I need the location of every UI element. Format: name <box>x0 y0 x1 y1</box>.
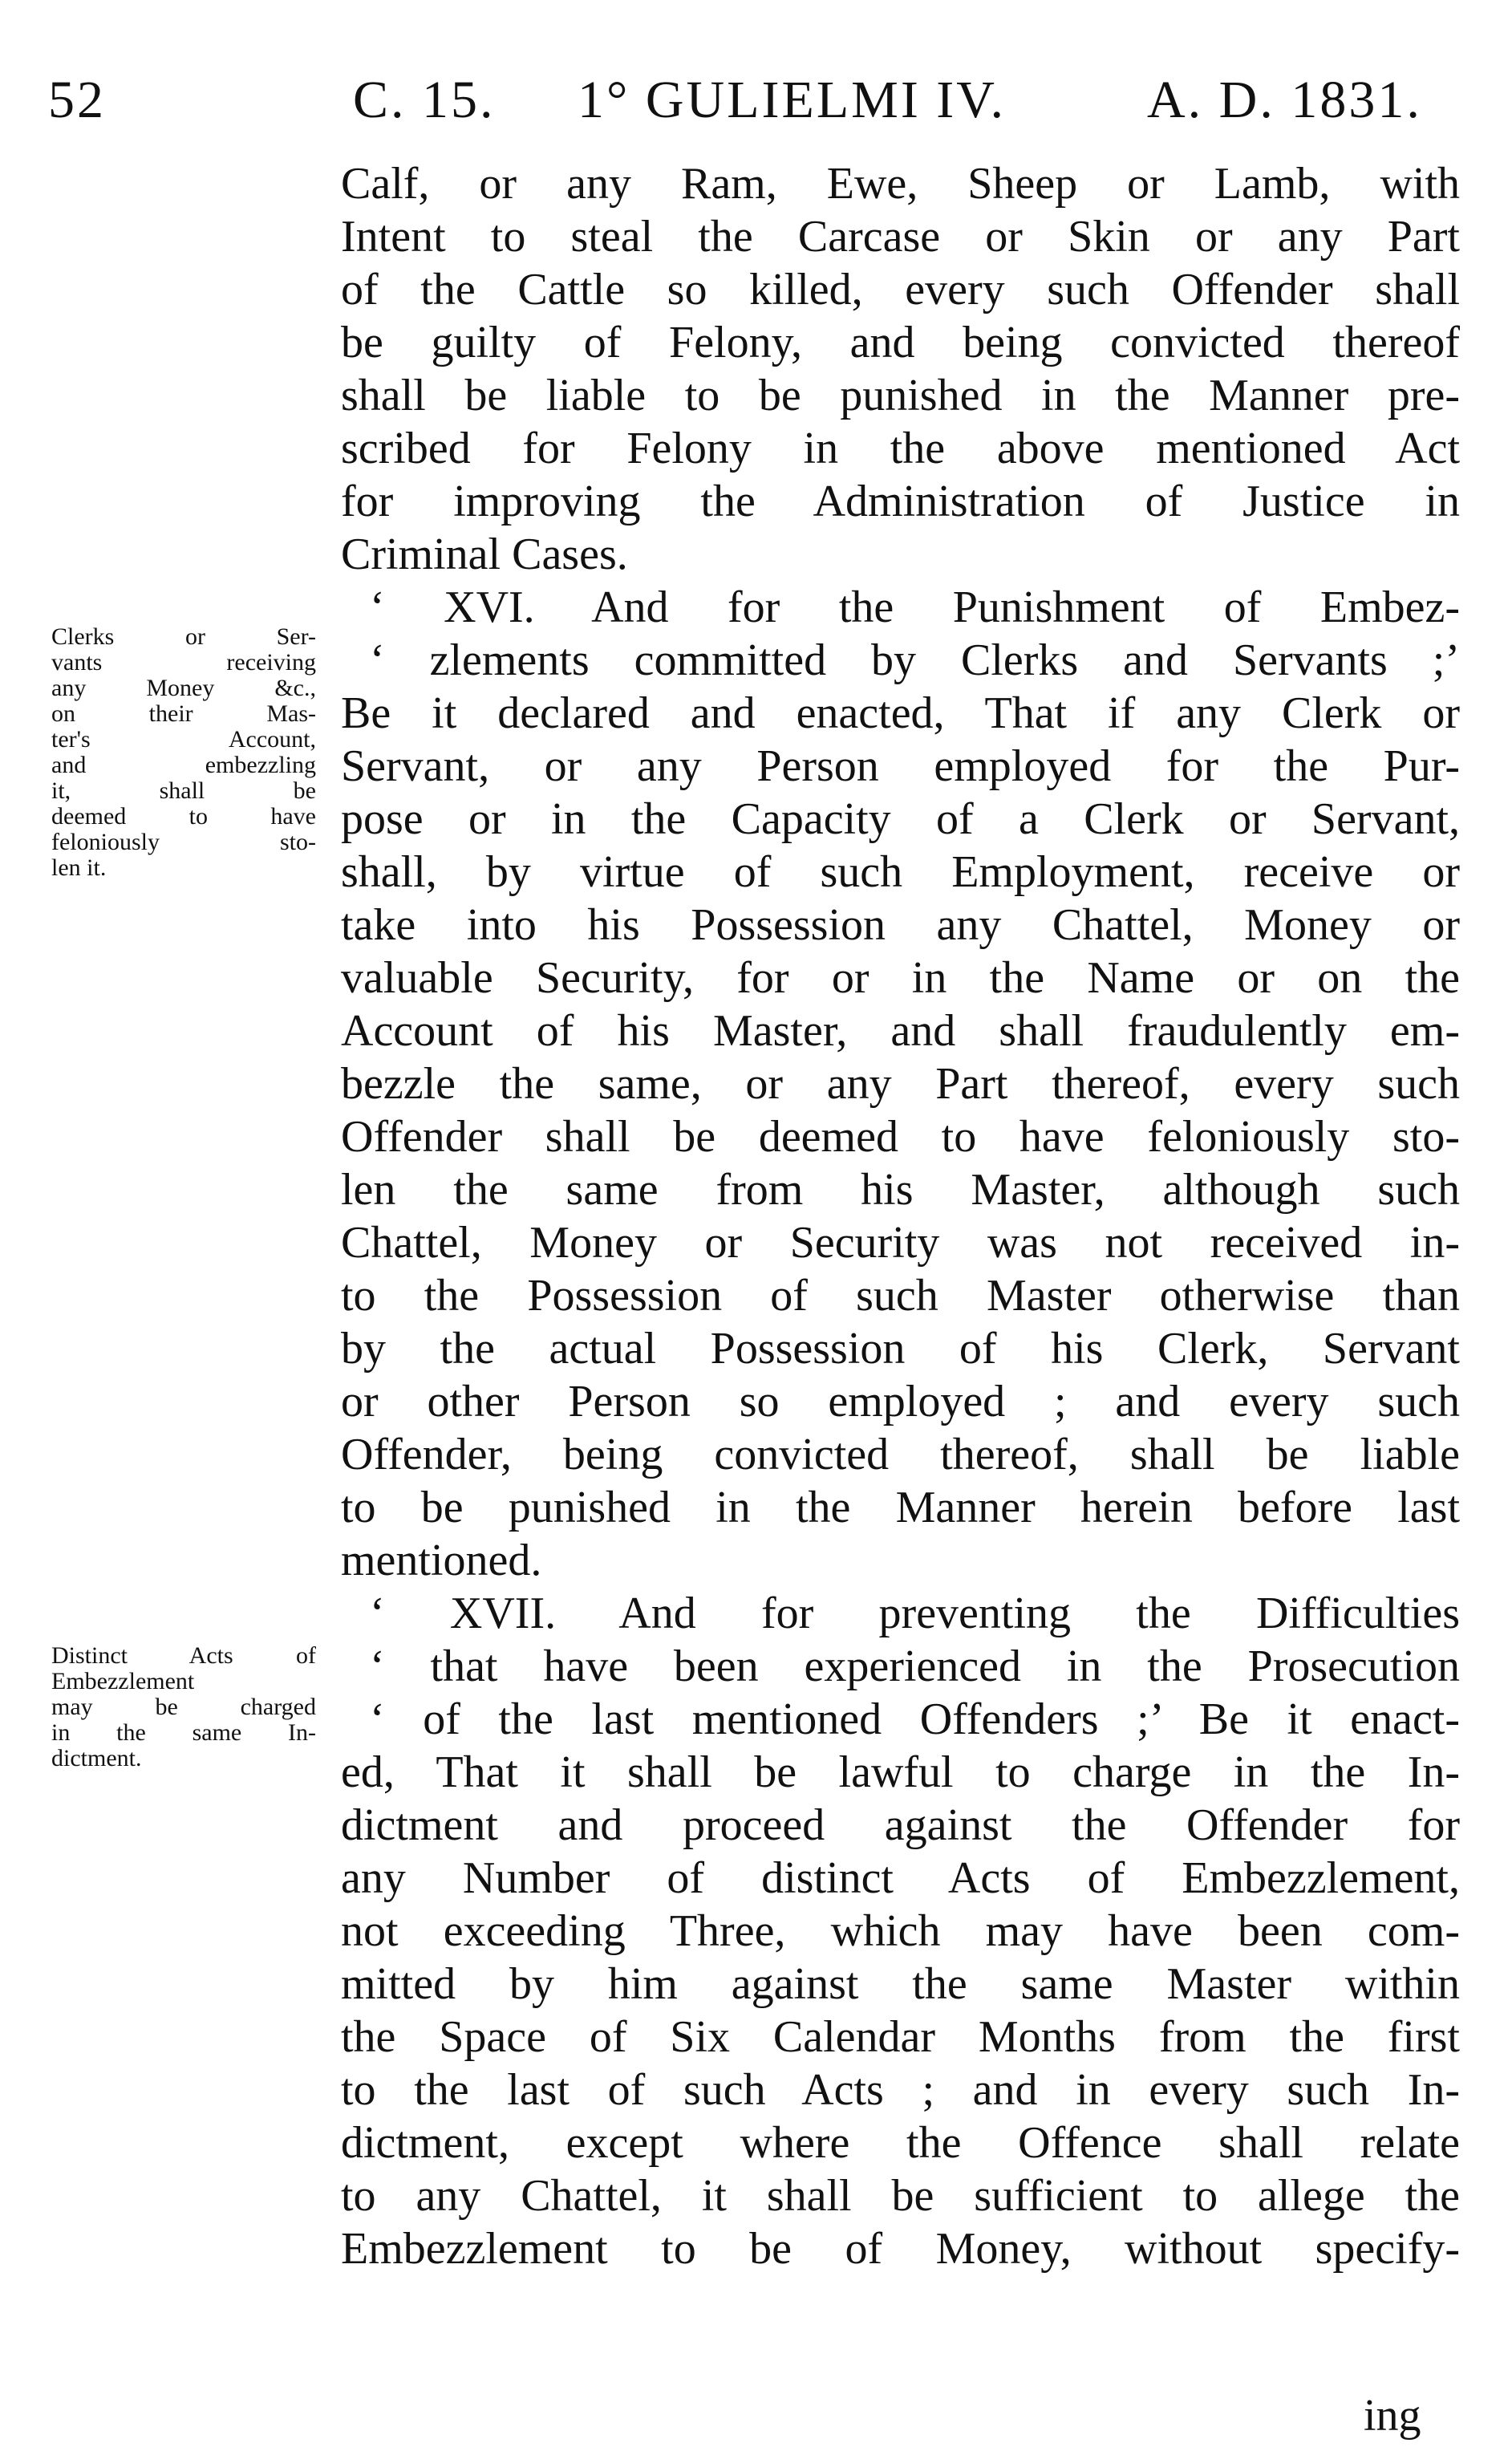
marginal-note-line: feloniously sto- <box>51 829 316 855</box>
marginal-note-line: ter's Account, <box>51 726 316 753</box>
marginal-note-line: vants receiving <box>51 649 316 676</box>
body-line: Account of his Master, and shall fraudulently em- <box>341 1006 1460 1056</box>
section-heading-line: ‘ XVI. And for the Punishment of Embez- <box>370 582 1460 632</box>
marginal-note-line: it, shall be <box>51 777 316 804</box>
body-line: Calf, or any Ram, Ewe, Sheep or Lamb, with <box>341 159 1460 209</box>
body-line: be guilty of Felony, and being convicted thereof <box>341 318 1460 367</box>
body-line: Servant, or any Person employed for the Pur- <box>341 741 1460 791</box>
marginal-note-line: in the same In- <box>51 1719 316 1746</box>
body-line: ‘ zlements committed by Clerks and Servants ;’ <box>370 635 1460 685</box>
body-line: Intent to steal the Carcase or Skin or any Part <box>341 212 1460 262</box>
body-line: Be it declared and enacted, That if any Clerk or <box>341 688 1460 738</box>
marginal-note-line: Clerks or Ser- <box>51 623 316 650</box>
marginal-note-line: Embezzlement <box>51 1668 195 1694</box>
body-line: Criminal Cases. <box>341 530 628 579</box>
body-line: valuable Security, for or in the Name or on the <box>341 953 1460 1003</box>
page-number: 52 <box>48 71 106 129</box>
body-line: to the last of such Acts ; and in every such In- <box>341 2065 1460 2115</box>
anno-domini: A. D. 1831. <box>1147 71 1422 129</box>
body-line: or other Person so employed ; and every such <box>341 1377 1460 1426</box>
body-text <box>341 157 1460 2275</box>
body-line: by the actual Possession of his Clerk, Servant <box>341 1324 1460 1374</box>
body-line: len the same from his Master, although such <box>341 1165 1460 1215</box>
marginal-note-line: Distinct Acts of <box>51 1642 316 1669</box>
marginal-note-line: dictment. <box>51 1745 142 1771</box>
body-line: bezzle the same, or any Part thereof, every such <box>341 1059 1460 1109</box>
body-line: ‘ of the last mentioned Offenders ;’ Be it enact- <box>370 1694 1460 1744</box>
body-line: take into his Possession any Chattel, Money or <box>341 900 1460 950</box>
section-heading-line: ‘ XVII. And for preventing the Difficulties <box>370 1589 1460 1638</box>
marginal-note-line: len it. <box>51 854 107 881</box>
body-line: ‘ that have been experienced in the Prosecution <box>370 1641 1460 1691</box>
marginal-note-line: on their Mas- <box>51 700 316 727</box>
body-line: to the Possession of such Master otherwise than <box>341 1271 1460 1321</box>
marginal-note-clerks <box>51 624 316 881</box>
marginal-note-line: may be charged <box>51 1694 316 1720</box>
running-head <box>48 64 1460 136</box>
body-line: scribed for Felony in the above mentioned Act <box>341 424 1460 473</box>
body-line: mitted by him against the same Master within <box>341 1959 1460 2009</box>
body-line: to be punished in the Manner herein before last <box>341 1483 1460 1532</box>
marginal-note-line: and embezzling <box>51 752 316 778</box>
body-line: any Number of distinct Acts of Embezzlement, <box>341 1853 1460 1903</box>
regnal-year: 1° GULIELMI IV. <box>578 71 1006 129</box>
body-line: Offender shall be deemed to have feloniously sto- <box>341 1112 1460 1162</box>
body-line: shall be liable to be punished in the Manner pre- <box>341 371 1460 420</box>
body-line: mentioned. <box>341 1536 542 1585</box>
body-line: not exceeding Three, which may have been com- <box>341 1906 1460 1956</box>
body-line: ed, That it shall be lawful to charge in the In- <box>341 1747 1460 1797</box>
body-line: the Space of Six Calendar Months from the first <box>341 2012 1460 2062</box>
marginal-note-distinct-acts <box>51 1643 316 1771</box>
body-line: of the Cattle so killed, every such Offender shall <box>341 265 1460 314</box>
body-line: shall, by virtue of such Employment, receive or <box>341 847 1460 897</box>
chapter-number: C. 15. <box>353 71 496 129</box>
body-line: dictment and proceed against the Offender for <box>341 1800 1460 1850</box>
body-line: for improving the Administration of Justice in <box>341 477 1460 526</box>
body-line: Chattel, Money or Security was not received in- <box>341 1218 1460 1268</box>
body-line: Embezzlement to be of Money, without specify- <box>341 2224 1460 2274</box>
marginal-note-line: any Money &c., <box>51 675 316 701</box>
body-line: dictment, except where the Offence shall relate <box>341 2118 1460 2168</box>
body-line: Offender, being convicted thereof, shall be liable <box>341 1430 1460 1479</box>
body-line: to any Chattel, it shall be sufficient to allege the <box>341 2171 1460 2221</box>
marginal-note-line: deemed to have <box>51 803 316 830</box>
catchword: ing <box>1364 2391 1421 2441</box>
body-line: pose or in the Capacity of a Clerk or Servant, <box>341 794 1460 844</box>
